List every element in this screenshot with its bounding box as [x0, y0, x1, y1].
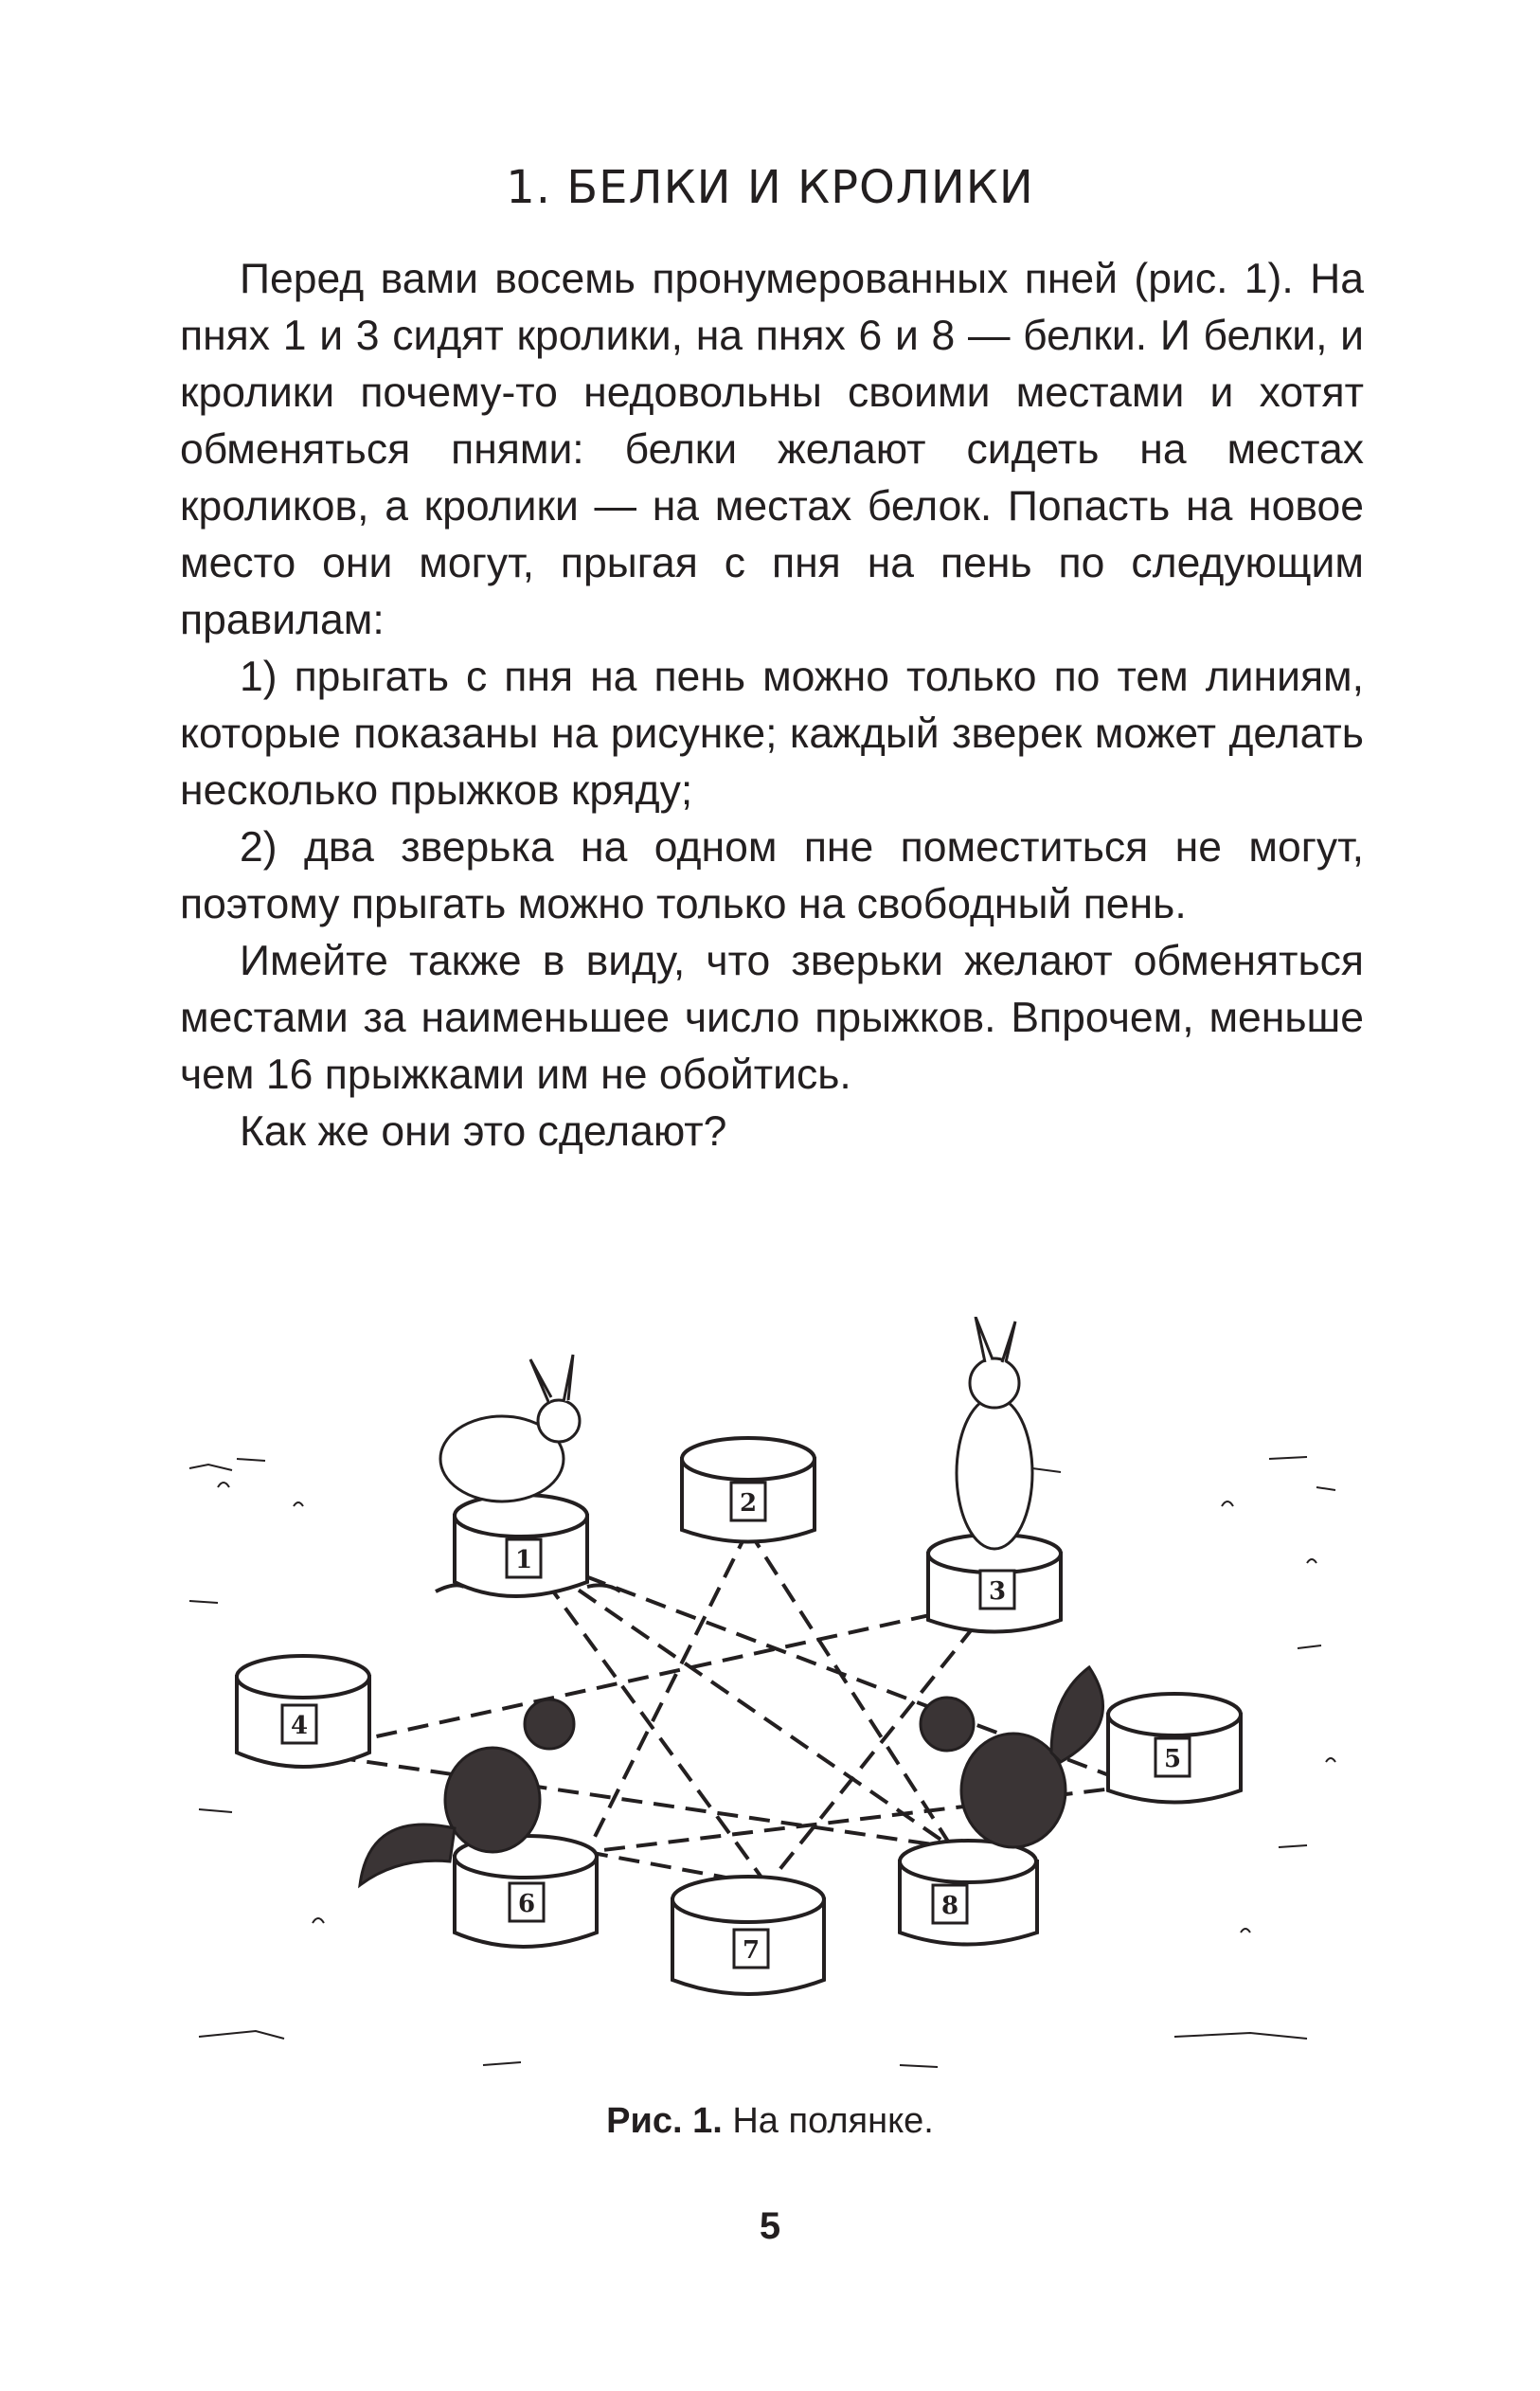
- paragraph: Перед вами восемь пронумерованных пней (рис. 1). На пнях 1 и 3 сидят кролики, на пнях 6 и 8 — белки. И белки, и кролики почему-то недовольны своими местами и хотят обменяться пнями: белки желают сидеть на местах кроликов, а кролики — на местах белок. Попасть на новое место они могут, прыгая с пня на пень по следующим правилам:: [180, 256, 1364, 643]
- page-number: 5: [759, 2205, 781, 2247]
- paragraph: 2) два зверька на одном пне поместиться не могут, поэтому прыгать можно только на свободный пень.: [180, 824, 1364, 927]
- stump-label-1: 1: [514, 1546, 533, 1574]
- figure-caption-label: Рис. 1.: [606, 2101, 723, 2141]
- stump-label-6: 6: [517, 1890, 536, 1918]
- figure-clearing: [180, 1317, 1364, 2075]
- rabbit-icon: [440, 1355, 580, 1501]
- rabbit-icon: [957, 1317, 1032, 1549]
- chapter-title: 1. БЕЛКИ И КРОЛИКИ: [506, 161, 1034, 215]
- figure-caption: [0, 2101, 1540, 2142]
- stump-label-2: 2: [739, 1489, 758, 1518]
- stump-label-4: 4: [290, 1712, 309, 1740]
- figure-caption-text: На полянке.: [732, 2101, 934, 2141]
- paragraph: Как же они это сделают?: [240, 1108, 727, 1155]
- paragraph: 1) прыгать с пня на пень можно только по тем линиям, которые показаны на рисунке; каждый зверек может делать несколько прыжков кряду;: [180, 654, 1364, 814]
- stump-label-3: 3: [988, 1577, 1007, 1606]
- clearing-illustration: [180, 1317, 1364, 2075]
- squirrel-icon: [921, 1667, 1103, 1847]
- body-text: [180, 251, 1364, 1160]
- stump-label-7: 7: [742, 1936, 761, 1965]
- stump-label-8: 8: [940, 1892, 959, 1920]
- stump-label-5: 5: [1163, 1745, 1182, 1773]
- paragraph: Имейте также в виду, что зверьки желают обменяться местами за наименьшее число прыжков. Впрочем, меньше чем 16 прыжками им не обойтись.: [180, 938, 1364, 1098]
